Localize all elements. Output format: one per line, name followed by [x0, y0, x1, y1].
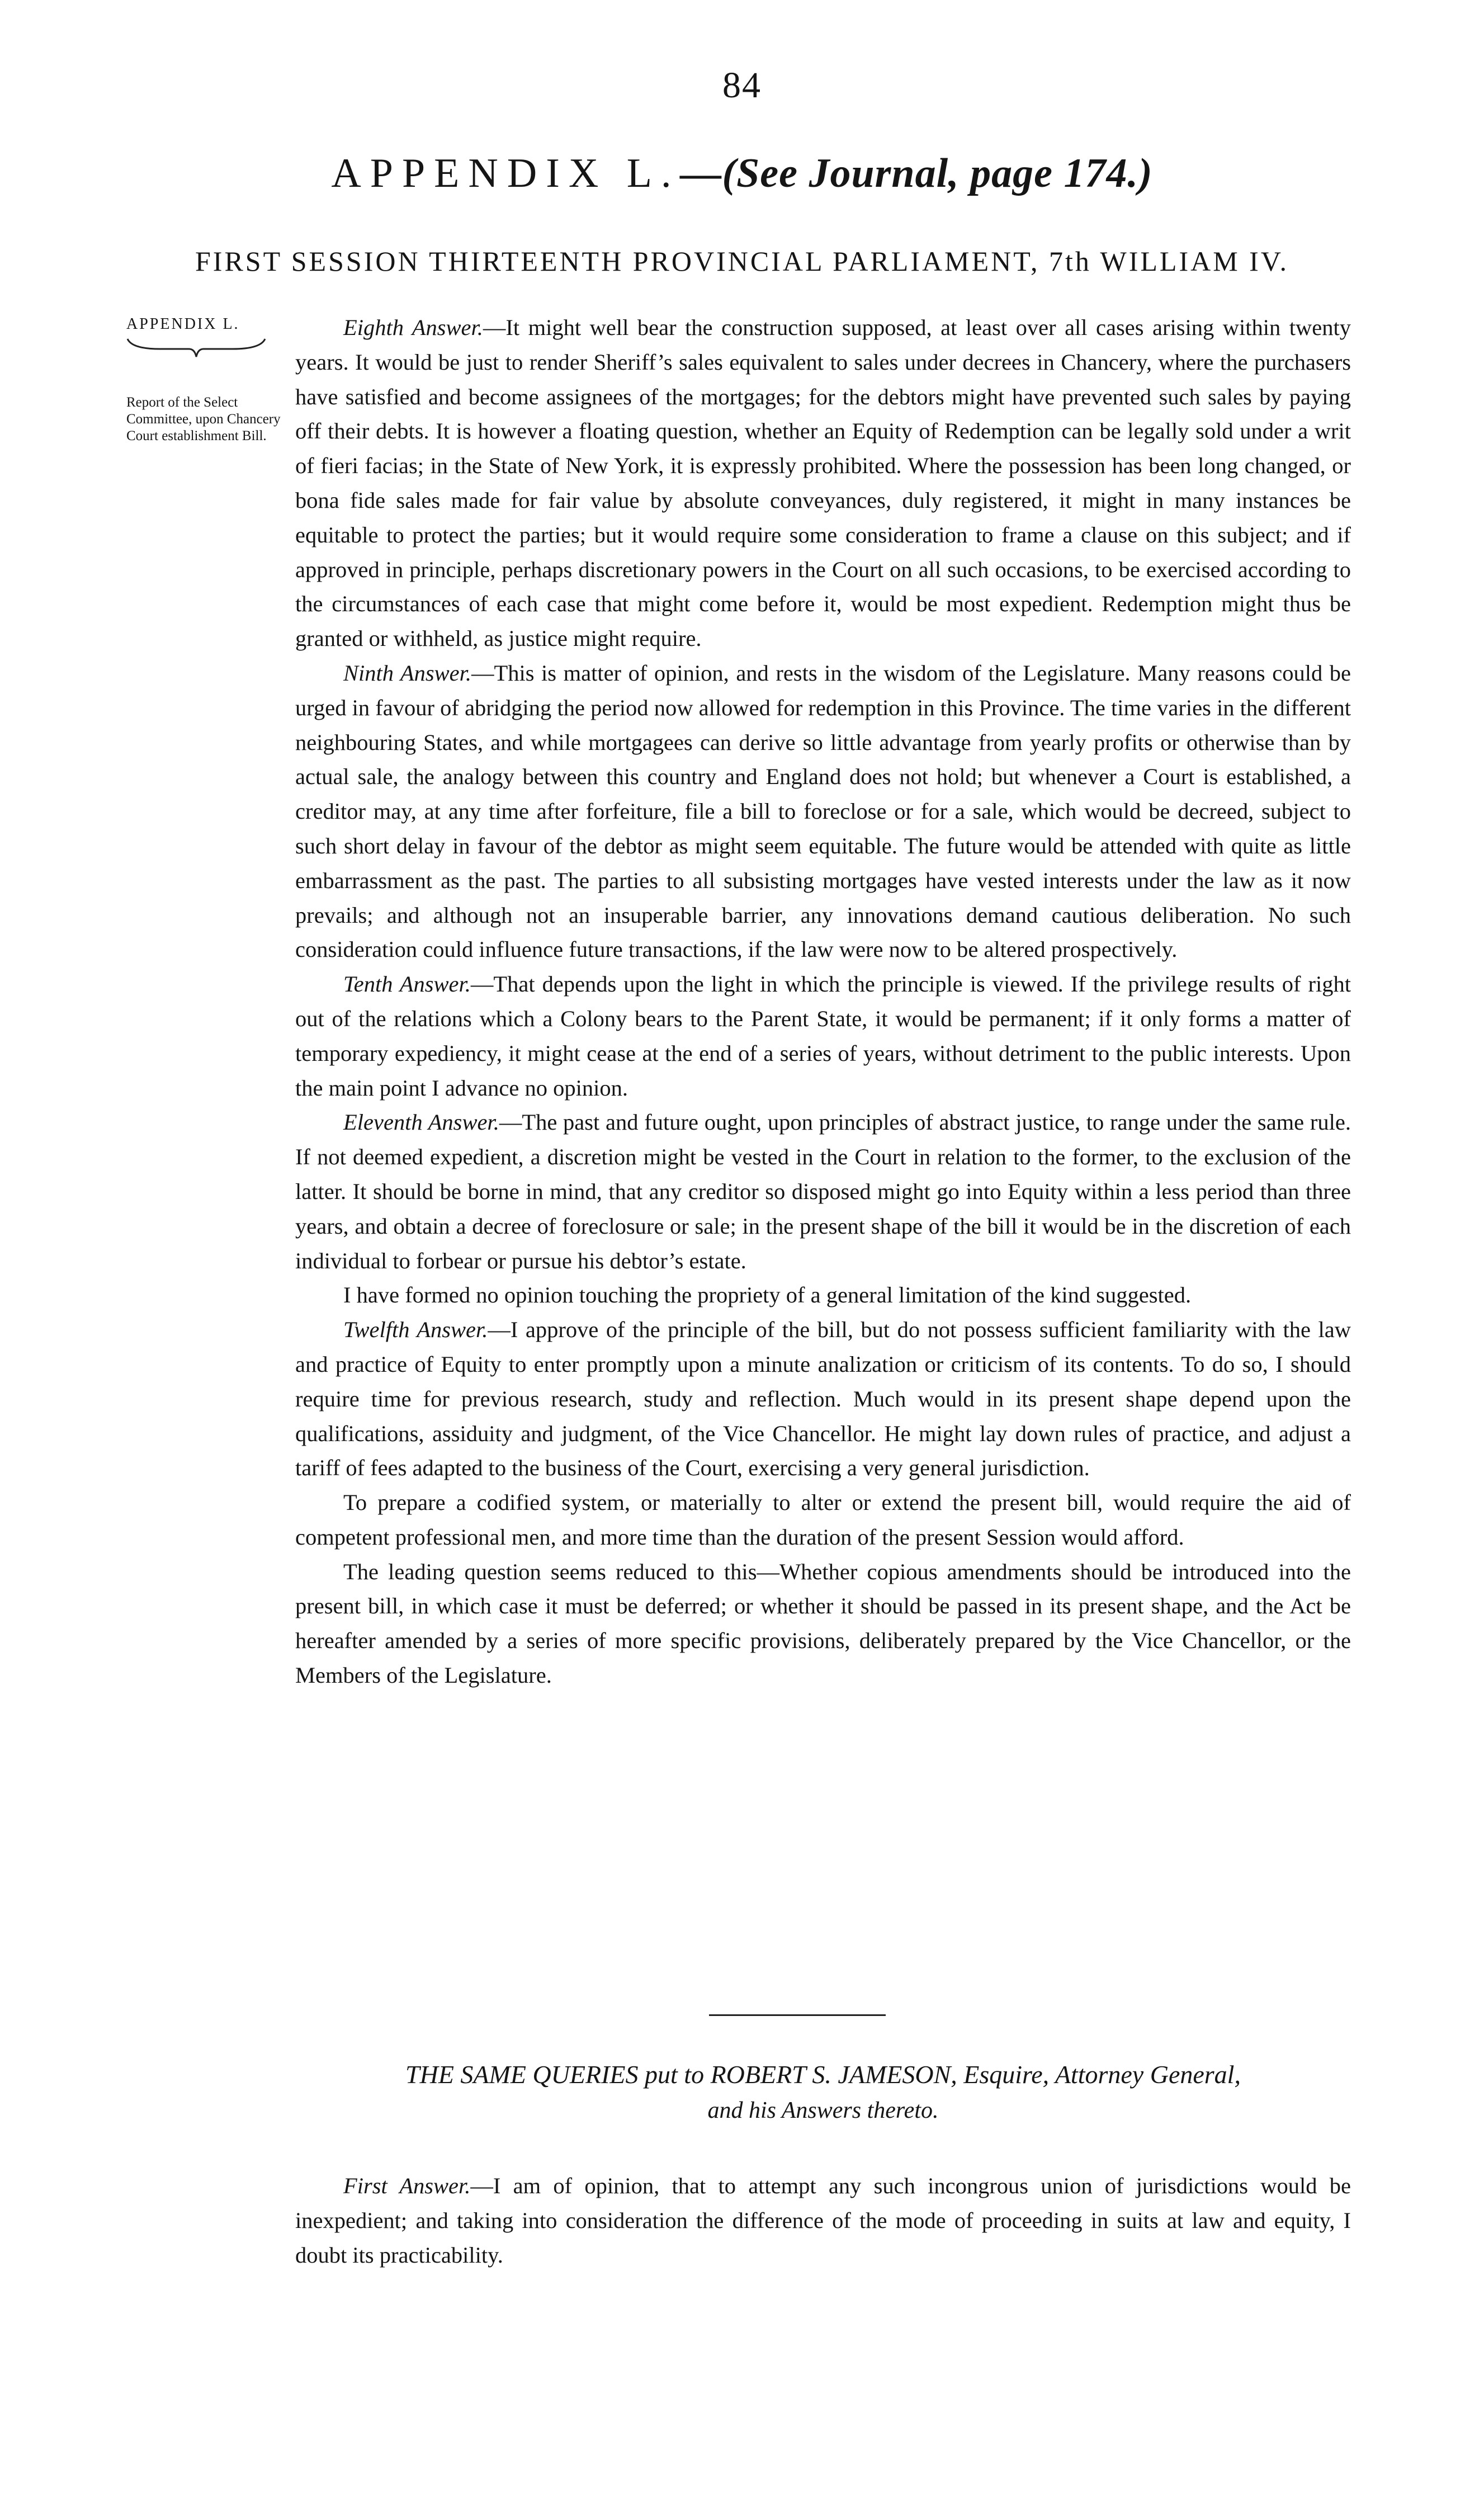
appendix-title — [0, 150, 1484, 197]
answer-text: —It might well bear the construction supposed, at least over all cases arising within twenty years. It would be just to render Sheriff’s sales equivalent to sales under decrees in Chancery, where the purchasers have satisfied and become assignees of the mortgages; for the debtors might have prevented such sales by paying off their debts. It is however a floating question, whether an Equity of Redemption can be legally sold under a writ of fieri facias; in the State of New York, it is expressly prohibited. Where the possession has been long changed, or bona fide sales made for fair value by absolute conveyances, duly registered, it might in many instances be equitable to protect the parties; but it would require some consideration to frame a clause on this subject; and if approved in principle, perhaps discretionary powers in the Court on all such occasions, to be exercised according to the circumstances of each case that might come before it, would be most expedient. Redemption might thus be granted or withheld, as justice might require. — [295, 315, 1351, 651]
answer-paragraph — [295, 1555, 1351, 1693]
answer-lead: Eleventh Answer. — [343, 1109, 499, 1135]
journal-reference: —(See Journal, page 174.) — [680, 150, 1153, 196]
margin-brace — [126, 337, 266, 359]
answer-text: —This is matter of opinion, and rests in the wisdom of the Legislature. Many reasons could be urged in favour of abridging the period now allowed for redemption in this Province. The time varies in the different neighbouring States, and while mortgagees can derive so little advantage from yearly profits or otherwise than by actual sale, the analogy between this country and England does not hold; but whenever a Court is established, a creditor may, at any time after forfeiture, file a bill to foreclose or for a sale, which would be decreed, subject to such short delay in favour of the debtor as might seem equitable. The future would be attended with quite as little embarrassment as the past. The parties to all subsisting mortgages have vested interests under the law as it now prevails; and although not an insuperable barrier, any innovations demand cautious deliberation. No such consideration could influence future transactions, if the law were now to be altered prospectively. — [295, 660, 1351, 962]
answer-text: —I am of opinion, that to attempt any such incongrous union of jurisdictions would be inexpedient; and taking into consideration the difference of the mode of proceeding in suits at law and equity, I doubt its practicability. — [295, 2173, 1351, 2268]
answer-lead: First Answer. — [343, 2173, 471, 2198]
appendix-title-main: APPENDIX L. — [331, 150, 680, 196]
answer-paragraph — [295, 1105, 1351, 1278]
answer-text: —I approve of the principle of the bill, but do not possess sufficient familiarity with the law and practice of Equity to enter promptly upon a minute analization or criticism of its contents. To do so, I should require time for previous research, study and reflection. Much would in its present shape depend upon the qualifications, assiduity and judgment, of the Vice Chancellor. He might lay down rules of practice, and adjust a tariff of fees adapted to the business of the Court, exercising a very general jurisdiction. — [295, 1317, 1351, 1481]
answer-paragraph — [295, 1278, 1351, 1312]
answer-text: The leading question seems reduced to this—Whether copious amendments should be introduced into the present bill, in which case it must be deferred; or whether it should be passed in its present shape, and the Act be hereafter amended by a series of more specific provisions, deliberately prepared by the Vice Chancellor, or the Members of the Legislature. — [295, 1559, 1351, 1688]
answer-lead: Ninth Answer. — [343, 660, 471, 686]
page-number: 84 — [722, 65, 762, 106]
answer-lead: Twelfth Answer. — [343, 1317, 488, 1343]
section2-body — [295, 2169, 1351, 2272]
answer-text: To prepare a codified system, or materially to alter or extend the present bill, would require the aid of competent professional men, and more time than the duration of the present Session would afford. — [295, 1490, 1351, 1550]
session-line: FIRST SESSION THIRTEENTH PROVINCIAL PARLIAMENT, 7th WILLIAM IV. — [195, 245, 1289, 277]
answer-paragraph — [295, 656, 1351, 967]
section-divider — [709, 2014, 886, 2016]
margin-appendix-label: APPENDIX L. — [126, 315, 240, 333]
answer-paragraph — [295, 1312, 1351, 1485]
answer-paragraph — [295, 967, 1351, 1105]
answer-lead: Eighth Answer. — [343, 315, 483, 340]
answer-text: —The past and future ought, upon principles of abstract justice, to range under the same rule. If not deemed expedient, a discretion might be vested in the Court in relation to the former, to the exclusion of the latter. It should be borne in mind, that any creditor so disposed might go into Equity within a less period than three years, and obtain a decree of foreclosure or sale; in the present shape of the bill it would be in the discretion of each individual to forbear or pursue his debtor’s estate. — [295, 1109, 1351, 1273]
answer-lead: Tenth Answer. — [343, 971, 471, 997]
answer-paragraph — [295, 310, 1351, 656]
answer-text: —That depends upon the light in which the principle is viewed. If the privilege results of right out of the relations which a Colony bears to the Parent State, it would be permanent; if it only forms a matter of temporary expediency, it might cease at the end of a series of years, without detriment to the public interests. Upon the main point I advance no opinion. — [295, 971, 1351, 1101]
answer-paragraph — [295, 2169, 1351, 2272]
answer-paragraph — [295, 1485, 1351, 1555]
section2-heading — [295, 2057, 1351, 2128]
section2-subheading: and his Answers thereto. — [707, 2098, 939, 2123]
section2-heading-line: THE SAME QUERIES put to ROBERT S. JAMESON, Esquire, Attorney General, — [405, 2060, 1241, 2089]
margin-note: Report of the Select Committee, upon Chancery Court establishment Bill. — [126, 395, 281, 443]
answer-text: I have formed no opinion touching the propriety of a general limitation of the kind suggested. — [343, 1282, 1192, 1308]
answers-body — [295, 310, 1351, 1693]
